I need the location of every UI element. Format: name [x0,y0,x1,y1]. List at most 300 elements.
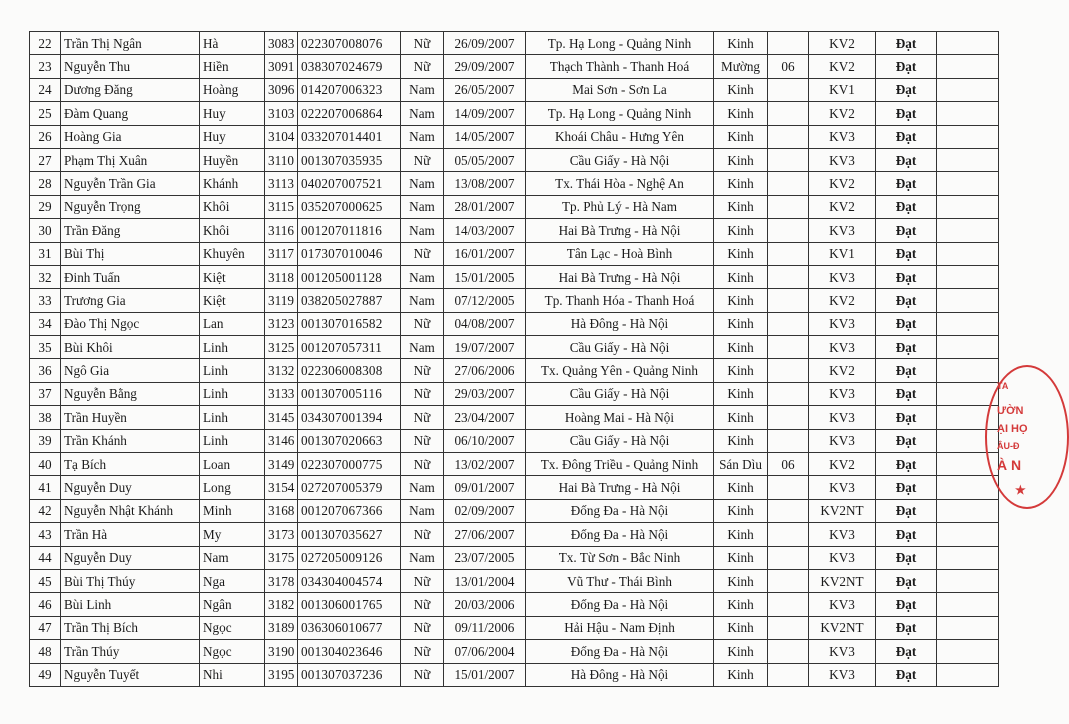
citizen-id-cell: 035207000625 [298,195,401,218]
priority-cell [768,102,809,125]
area-cell: KV3 [809,312,876,335]
gender-cell: Nam [401,125,444,148]
citizen-id-cell: 022307008076 [298,32,401,55]
birth-date-cell: 29/03/2007 [444,382,526,405]
area-cell: KV2 [809,55,876,78]
candidate-number-cell: 3133 [265,382,298,405]
note-cell [937,55,999,78]
row-number-cell: 29 [30,195,61,218]
result-cell: Đạt [876,148,937,171]
row-number-cell: 30 [30,219,61,242]
gender-cell: Nữ [401,663,444,686]
birth-date-cell: 15/01/2005 [444,265,526,288]
given-name-cell: Huyền [200,148,265,171]
table-row [30,359,999,382]
citizen-id-cell: 001307005116 [298,382,401,405]
candidate-number-cell: 3149 [265,453,298,476]
birth-place-cell: Đống Đa - Hà Nội [526,523,714,546]
note-cell [937,336,999,359]
row-number-cell: 26 [30,125,61,148]
result-cell: Đạt [876,546,937,569]
citizen-id-cell: 022207006864 [298,102,401,125]
table-row [30,406,999,429]
priority-cell [768,172,809,195]
surname-cell: Hoàng Gia [61,125,200,148]
table-row [30,593,999,616]
surname-cell: Nguyễn Duy [61,476,200,499]
result-cell: Đạt [876,336,937,359]
candidate-number-cell: 3103 [265,102,298,125]
gender-cell: Nữ [401,148,444,171]
citizen-id-cell: 017307010046 [298,242,401,265]
citizen-id-cell: 001307037236 [298,663,401,686]
area-cell: KV3 [809,219,876,242]
note-cell [937,593,999,616]
priority-cell [768,336,809,359]
candidate-number-cell: 3118 [265,265,298,288]
result-cell: Đạt [876,289,937,312]
row-number-cell: 35 [30,336,61,359]
table-row [30,476,999,499]
candidate-number-cell: 3146 [265,429,298,452]
gender-cell: Nam [401,499,444,522]
table-row [30,546,999,569]
ethnicity-cell: Kinh [714,242,768,265]
surname-cell: Bùi Thị Thúy [61,569,200,592]
given-name-cell: Khánh [200,172,265,195]
table-row [30,148,999,171]
birth-place-cell: Thạch Thành - Thanh Hoá [526,55,714,78]
citizen-id-cell: 036306010677 [298,616,401,639]
priority-cell [768,640,809,663]
result-cell: Đạt [876,312,937,335]
gender-cell: Nữ [401,453,444,476]
area-cell: KV2 [809,102,876,125]
birth-date-cell: 28/01/2007 [444,195,526,218]
given-name-cell: Nga [200,569,265,592]
ethnicity-cell: Kinh [714,125,768,148]
birth-date-cell: 26/09/2007 [444,32,526,55]
table-row [30,663,999,686]
birth-place-cell: Đống Đa - Hà Nội [526,640,714,663]
birth-place-cell: Hà Đông - Hà Nội [526,312,714,335]
surname-cell: Đinh Tuấn [61,265,200,288]
gender-cell: Nữ [401,55,444,78]
citizen-id-cell: 001307020663 [298,429,401,452]
row-number-cell: 37 [30,382,61,405]
area-cell: KV2NT [809,616,876,639]
priority-cell [768,195,809,218]
area-cell: KV3 [809,382,876,405]
candidate-number-cell: 3195 [265,663,298,686]
birth-date-cell: 09/11/2006 [444,616,526,639]
citizen-id-cell: 034307001394 [298,406,401,429]
area-cell: KV2 [809,453,876,476]
ethnicity-cell: Kinh [714,359,768,382]
gender-cell: Nữ [401,569,444,592]
candidate-number-cell: 3190 [265,640,298,663]
row-number-cell: 42 [30,499,61,522]
priority-cell [768,499,809,522]
priority-cell [768,312,809,335]
given-name-cell: Kiệt [200,265,265,288]
priority-cell [768,406,809,429]
result-cell: Đạt [876,219,937,242]
table-row [30,429,999,452]
surname-cell: Tạ Bích [61,453,200,476]
candidate-number-cell: 3110 [265,148,298,171]
row-number-cell: 22 [30,32,61,55]
given-name-cell: Linh [200,382,265,405]
citizen-id-cell: 022307000775 [298,453,401,476]
surname-cell: Bùi Thị [61,242,200,265]
row-number-cell: 31 [30,242,61,265]
priority-cell [768,359,809,382]
birth-place-cell: Cầu Giấy - Hà Nội [526,148,714,171]
table-row [30,382,999,405]
ethnicity-cell: Sán Dìu [714,453,768,476]
row-number-cell: 36 [30,359,61,382]
gender-cell: Nam [401,476,444,499]
given-name-cell: Linh [200,359,265,382]
priority-cell [768,265,809,288]
priority-cell [768,476,809,499]
surname-cell: Ngô Gia [61,359,200,382]
ethnicity-cell: Kinh [714,102,768,125]
surname-cell: Bùi Khôi [61,336,200,359]
surname-cell: Nguyễn Trần Gia [61,172,200,195]
surname-cell: Trần Khánh [61,429,200,452]
table-row [30,640,999,663]
stamp-text: TA [997,381,1009,391]
priority-cell [768,663,809,686]
ethnicity-cell: Kinh [714,289,768,312]
row-number-cell: 48 [30,640,61,663]
ethnicity-cell: Kinh [714,172,768,195]
priority-cell [768,523,809,546]
birth-place-cell: Mai Sơn - Sơn La [526,78,714,101]
ethnicity-cell: Kinh [714,148,768,171]
priority-cell [768,616,809,639]
area-cell: KV3 [809,406,876,429]
result-cell: Đạt [876,453,937,476]
result-cell: Đạt [876,382,937,405]
area-cell: KV2 [809,359,876,382]
result-cell: Đạt [876,499,937,522]
table-row [30,265,999,288]
birth-place-cell: Cầu Giấy - Hà Nội [526,382,714,405]
candidate-number-cell: 3132 [265,359,298,382]
ethnicity-cell: Kinh [714,382,768,405]
candidate-results-table [29,31,999,687]
note-cell [937,102,999,125]
birth-date-cell: 19/07/2007 [444,336,526,359]
given-name-cell: Linh [200,336,265,359]
gender-cell: Nữ [401,242,444,265]
stamp-star-icon: ★ [1015,483,1026,497]
ethnicity-cell: Kinh [714,336,768,359]
note-cell [937,663,999,686]
candidate-number-cell: 3154 [265,476,298,499]
priority-cell [768,148,809,171]
area-cell: KV3 [809,125,876,148]
birth-place-cell: Hải Hậu - Nam Định [526,616,714,639]
area-cell: KV3 [809,640,876,663]
result-cell: Đạt [876,102,937,125]
ethnicity-cell: Kinh [714,476,768,499]
surname-cell: Trần Thúy [61,640,200,663]
citizen-id-cell: 014207006323 [298,78,401,101]
gender-cell: Nữ [401,593,444,616]
candidate-number-cell: 3116 [265,219,298,242]
gender-cell: Nam [401,102,444,125]
table-row [30,242,999,265]
priority-cell [768,289,809,312]
official-seal-stamp [985,365,1069,509]
citizen-id-cell: 038307024679 [298,55,401,78]
given-name-cell: Khôi [200,219,265,242]
note-cell [937,476,999,499]
candidate-number-cell: 3123 [265,312,298,335]
gender-cell: Nữ [401,406,444,429]
area-cell: KV3 [809,429,876,452]
surname-cell: Nguyễn Duy [61,546,200,569]
priority-cell [768,78,809,101]
candidate-number-cell: 3083 [265,32,298,55]
table-row [30,289,999,312]
table-row [30,616,999,639]
candidate-number-cell: 3117 [265,242,298,265]
citizen-id-cell: 001205001128 [298,265,401,288]
area-cell: KV2 [809,32,876,55]
priority-cell [768,593,809,616]
birth-place-cell: Đống Đa - Hà Nội [526,499,714,522]
birth-date-cell: 23/07/2005 [444,546,526,569]
row-number-cell: 45 [30,569,61,592]
area-cell: KV1 [809,242,876,265]
birth-date-cell: 09/01/2007 [444,476,526,499]
given-name-cell: Hà [200,32,265,55]
gender-cell: Nam [401,336,444,359]
area-cell: KV2 [809,289,876,312]
ethnicity-cell: Kinh [714,616,768,639]
candidate-number-cell: 3125 [265,336,298,359]
note-cell [937,569,999,592]
result-cell: Đạt [876,172,937,195]
area-cell: KV3 [809,336,876,359]
table-row [30,523,999,546]
birth-place-cell: Khoái Châu - Hưng Yên [526,125,714,148]
area-cell: KV3 [809,663,876,686]
priority-cell [768,219,809,242]
ethnicity-cell: Kinh [714,569,768,592]
table-row [30,195,999,218]
row-number-cell: 28 [30,172,61,195]
gender-cell: Nữ [401,382,444,405]
gender-cell: Nam [401,219,444,242]
area-cell: KV2 [809,172,876,195]
table-row [30,172,999,195]
priority-cell: 06 [768,453,809,476]
row-number-cell: 47 [30,616,61,639]
birth-date-cell: 14/05/2007 [444,125,526,148]
note-cell [937,32,999,55]
birth-date-cell: 13/08/2007 [444,172,526,195]
candidate-number-cell: 3091 [265,55,298,78]
area-cell: KV2NT [809,499,876,522]
candidate-number-cell: 3115 [265,195,298,218]
priority-cell [768,382,809,405]
surname-cell: Đào Thị Ngọc [61,312,200,335]
given-name-cell: Linh [200,406,265,429]
surname-cell: Phạm Thị Xuân [61,148,200,171]
given-name-cell: Ngân [200,593,265,616]
note-cell [937,265,999,288]
birth-place-cell: Hai Bà Trưng - Hà Nội [526,219,714,242]
row-number-cell: 25 [30,102,61,125]
candidate-number-cell: 3178 [265,569,298,592]
surname-cell: Trần Đăng [61,219,200,242]
given-name-cell: Kiệt [200,289,265,312]
birth-place-cell: Hoàng Mai - Hà Nội [526,406,714,429]
citizen-id-cell: 001307035935 [298,148,401,171]
ethnicity-cell: Kinh [714,312,768,335]
ethnicity-cell: Kinh [714,546,768,569]
result-cell: Đạt [876,593,937,616]
surname-cell: Dương Đăng [61,78,200,101]
given-name-cell: Loan [200,453,265,476]
birth-date-cell: 13/01/2004 [444,569,526,592]
birth-date-cell: 20/03/2006 [444,593,526,616]
table-row [30,312,999,335]
ethnicity-cell: Kinh [714,406,768,429]
gender-cell: Nữ [401,32,444,55]
note-cell [937,242,999,265]
candidate-number-cell: 3113 [265,172,298,195]
candidate-number-cell: 3175 [265,546,298,569]
area-cell: KV3 [809,265,876,288]
birth-date-cell: 23/04/2007 [444,406,526,429]
surname-cell: Trần Huyền [61,406,200,429]
birth-date-cell: 02/09/2007 [444,499,526,522]
surname-cell: Trần Thị Bích [61,616,200,639]
note-cell [937,499,999,522]
given-name-cell: Nhi [200,663,265,686]
table-row [30,569,999,592]
ethnicity-cell: Kinh [714,593,768,616]
note-cell [937,195,999,218]
birth-place-cell: Tx. Thái Hòa - Nghệ An [526,172,714,195]
birth-place-cell: Tp. Thanh Hóa - Thanh Hoá [526,289,714,312]
note-cell [937,219,999,242]
note-cell [937,78,999,101]
note-cell [937,616,999,639]
citizen-id-cell: 001207057311 [298,336,401,359]
birth-date-cell: 14/03/2007 [444,219,526,242]
table-row [30,125,999,148]
result-cell: Đạt [876,406,937,429]
result-cell: Đạt [876,242,937,265]
gender-cell: Nữ [401,523,444,546]
citizen-id-cell: 001304023646 [298,640,401,663]
candidate-number-cell: 3168 [265,499,298,522]
birth-date-cell: 13/02/2007 [444,453,526,476]
candidate-number-cell: 3145 [265,406,298,429]
ethnicity-cell: Kinh [714,640,768,663]
citizen-id-cell: 040207007521 [298,172,401,195]
row-number-cell: 39 [30,429,61,452]
gender-cell: Nam [401,195,444,218]
stamp-text: À N [997,457,1022,473]
area-cell: KV2NT [809,569,876,592]
citizen-id-cell: 034304004574 [298,569,401,592]
given-name-cell: Ngọc [200,616,265,639]
candidate-number-cell: 3119 [265,289,298,312]
given-name-cell: Minh [200,499,265,522]
birth-place-cell: Hà Đông - Hà Nội [526,663,714,686]
birth-date-cell: 29/09/2007 [444,55,526,78]
given-name-cell: Lan [200,312,265,335]
area-cell: KV3 [809,593,876,616]
row-number-cell: 24 [30,78,61,101]
given-name-cell: Hoàng [200,78,265,101]
gender-cell: Nữ [401,616,444,639]
given-name-cell: Huy [200,125,265,148]
birth-place-cell: Tx. Đông Triều - Quảng Ninh [526,453,714,476]
note-cell [937,523,999,546]
priority-cell [768,429,809,452]
row-number-cell: 34 [30,312,61,335]
note-cell [937,289,999,312]
ethnicity-cell: Kinh [714,499,768,522]
result-cell: Đạt [876,32,937,55]
row-number-cell: 23 [30,55,61,78]
table-body [30,32,999,687]
table-row [30,78,999,101]
citizen-id-cell: 001207011816 [298,219,401,242]
surname-cell: Nguyễn Bằng [61,382,200,405]
gender-cell: Nam [401,78,444,101]
row-number-cell: 33 [30,289,61,312]
table-row [30,219,999,242]
birth-place-cell: Tân Lạc - Hoà Bình [526,242,714,265]
given-name-cell: Linh [200,429,265,452]
note-cell [937,172,999,195]
ethnicity-cell: Kinh [714,429,768,452]
given-name-cell: Long [200,476,265,499]
ethnicity-cell: Kinh [714,195,768,218]
surname-cell: Nguyễn Tuyết [61,663,200,686]
citizen-id-cell: 027207005379 [298,476,401,499]
birth-date-cell: 04/08/2007 [444,312,526,335]
area-cell: KV3 [809,523,876,546]
table-row [30,102,999,125]
result-cell: Đạt [876,125,937,148]
candidate-number-cell: 3189 [265,616,298,639]
row-number-cell: 40 [30,453,61,476]
surname-cell: Nguyễn Trọng [61,195,200,218]
citizen-id-cell: 027205009126 [298,546,401,569]
birth-place-cell: Tp. Hạ Long - Quảng Ninh [526,102,714,125]
ethnicity-cell: Kinh [714,523,768,546]
note-cell [937,312,999,335]
birth-date-cell: 16/01/2007 [444,242,526,265]
given-name-cell: Nam [200,546,265,569]
table-row [30,499,999,522]
ethnicity-cell: Kinh [714,32,768,55]
gender-cell: Nữ [401,312,444,335]
candidate-number-cell: 3173 [265,523,298,546]
